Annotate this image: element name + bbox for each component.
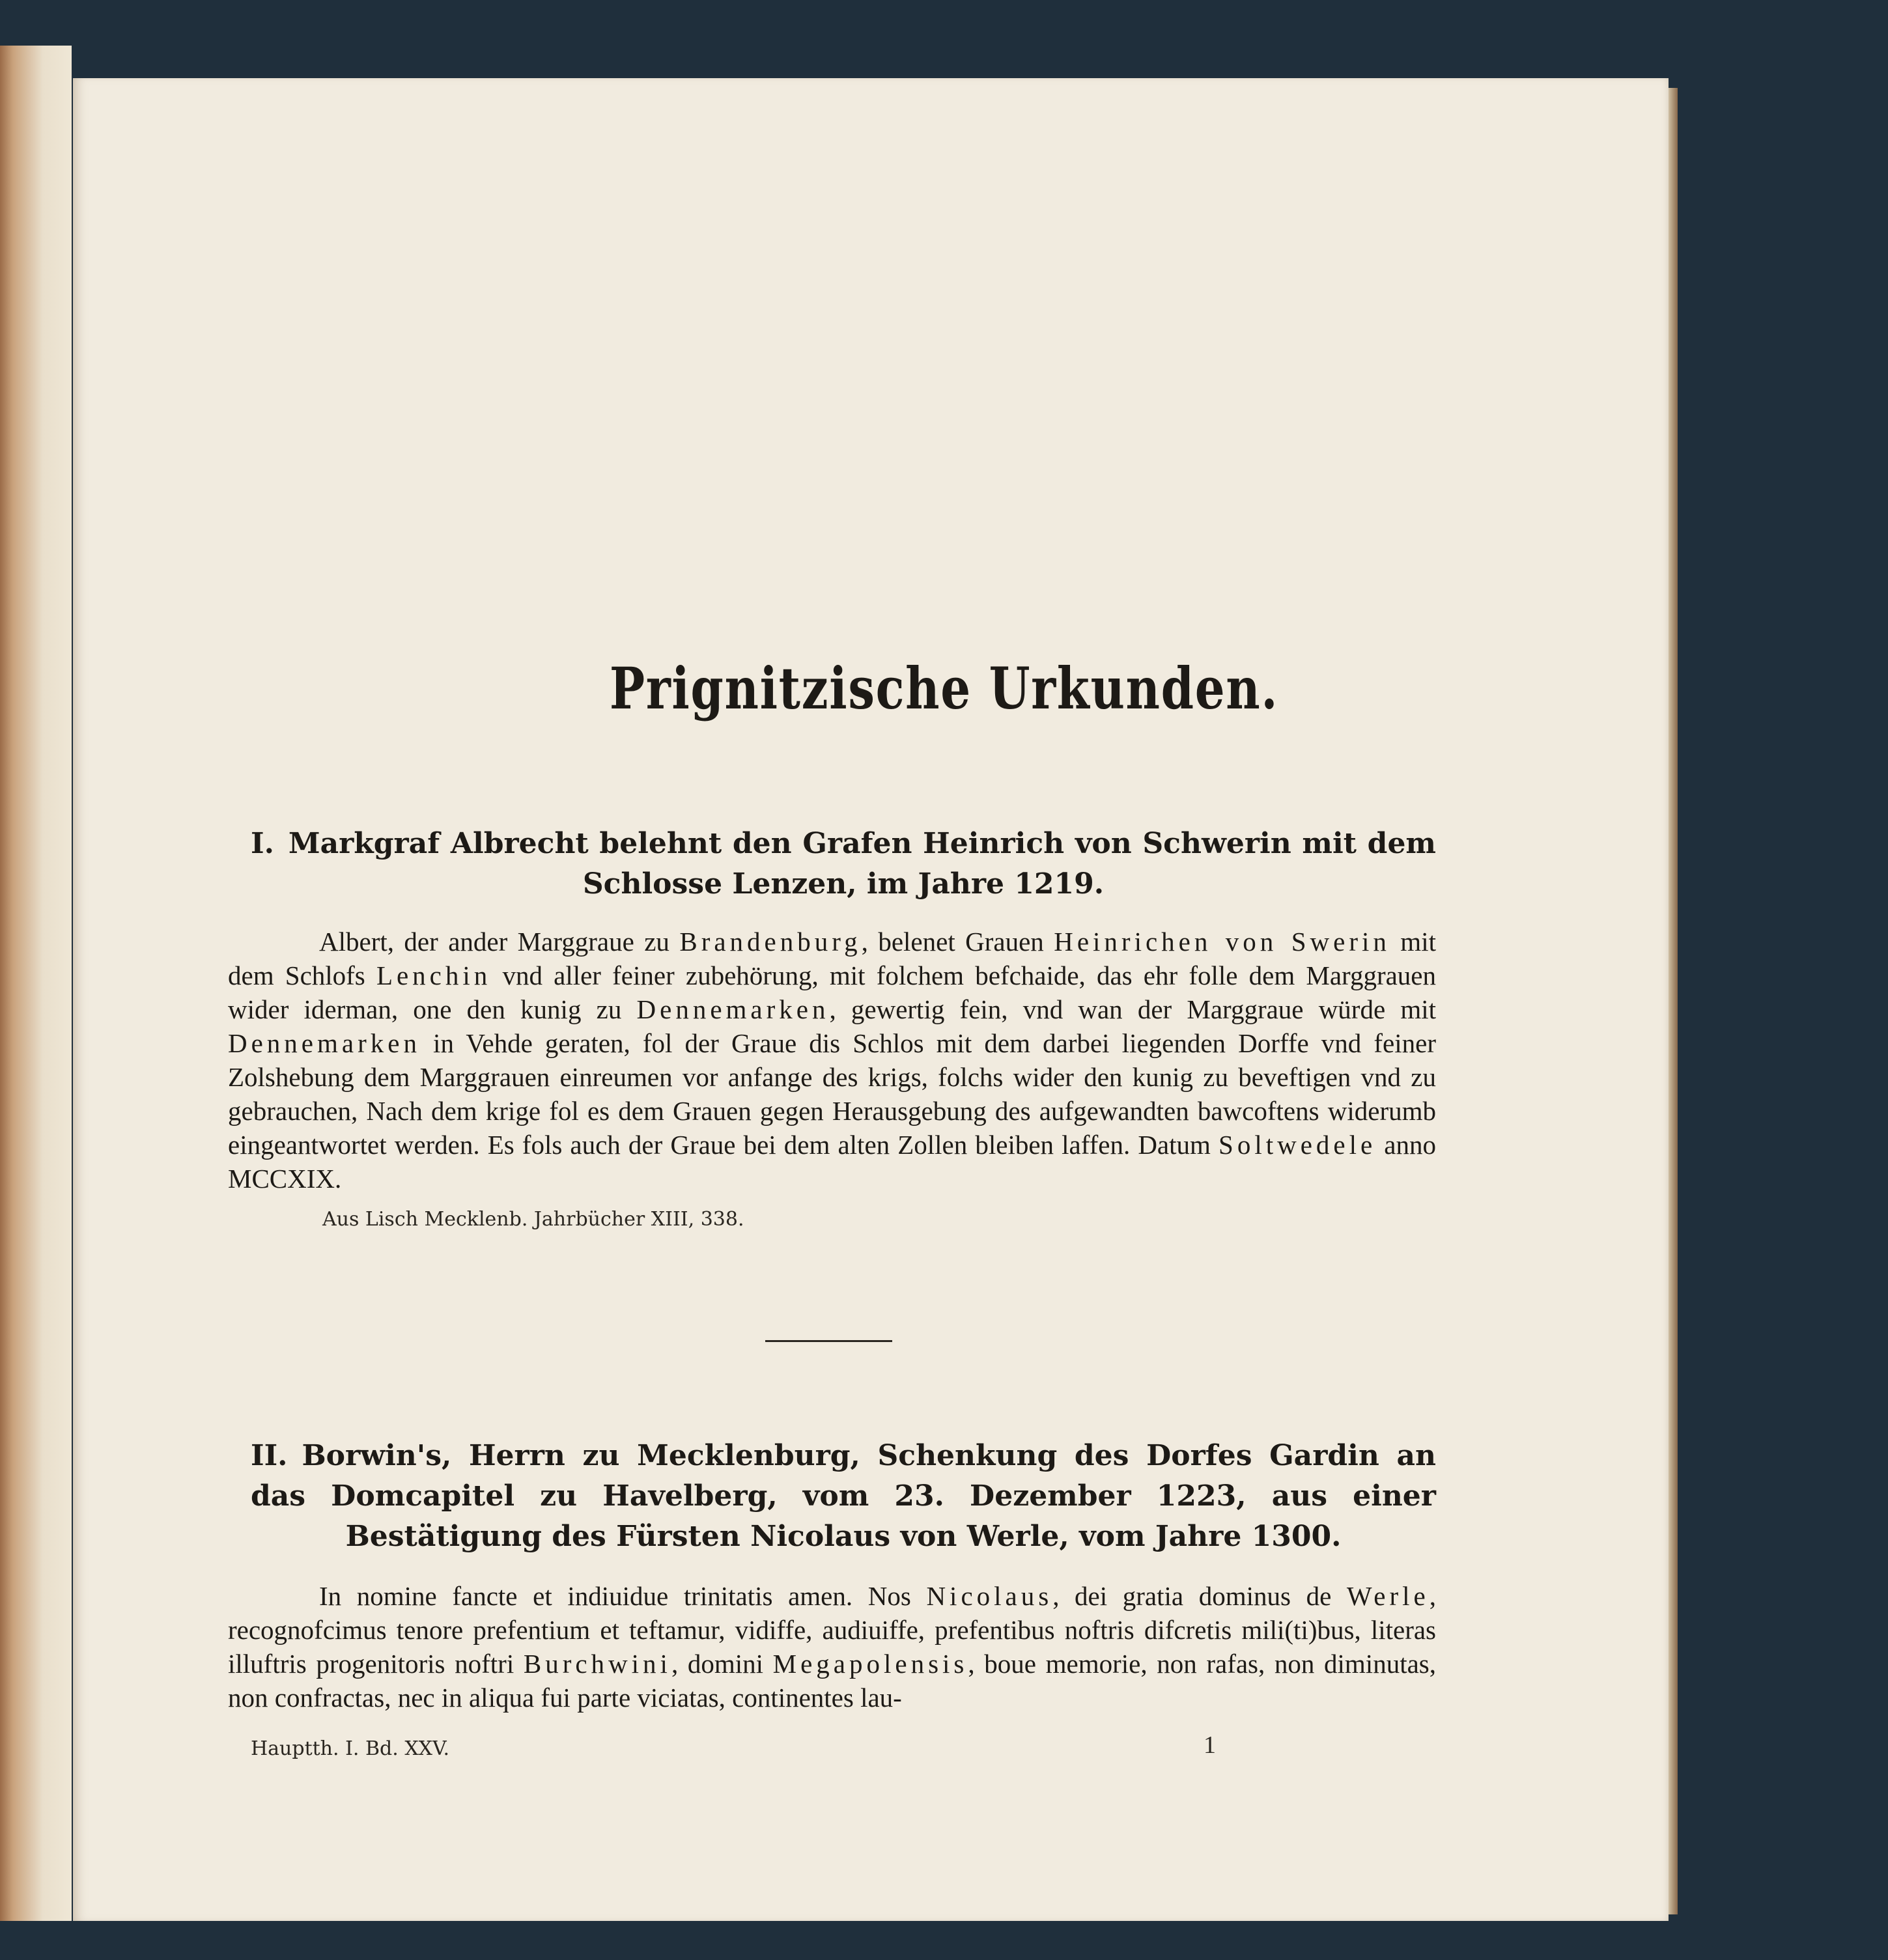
text-run: mit dem Schlofs: [228, 927, 1436, 990]
text-run: , gewertig fein, vnd wan der Marggraue würde mit: [829, 994, 1437, 1024]
text-run-spaced: Brandenburg: [679, 927, 862, 957]
text-run: , belenet Grauen: [861, 927, 1054, 957]
page-number: 1: [1204, 1731, 1216, 1759]
text-run-spaced: Dennemarken: [228, 1028, 421, 1058]
page-title: Prignitzische Urkunden.: [609, 654, 1279, 722]
text-run: , domini: [671, 1649, 773, 1679]
text-run: , dei gratia dominus de: [1052, 1581, 1347, 1611]
section-1-heading: [251, 824, 1436, 904]
text-run: in Vehde geraten, fol der Graue dis Schlos mit dem darbei liegenden Dorffe vnd feiner Zolshebung dem Marggrauen einreumen vor anfange des krigs, folchs wider den kunig zu beveftigen vnd zu gebrauchen, Nach dem krige fol es dem Grauen gegen Herausgebung des aufgewandten bawcoftens widerumb eingeantwortet werden. Es fols auch der Graue bei dem alten Zollen bleiben laffen. Datum: [228, 1028, 1436, 1160]
text-run-spaced: Werle: [1346, 1581, 1430, 1611]
text-run: Albert, der ander Marggraue zu: [319, 927, 680, 957]
section-2-heading-text: Borwin's, Herrn zu Mecklenburg, Schenkung des Dorfes Gardin an das Domcapitel zu Havelberg, vom 23. Dezember 1223, aus einer Bestätigung des Fürsten Nicolaus von Werle, vom Jahre 1300.: [251, 1439, 1436, 1553]
section-2-number: II.: [251, 1439, 288, 1472]
text-run-spaced: Nicolaus: [926, 1581, 1053, 1611]
source-citation: Aus Lisch Mecklenb. Jahrbücher XIII, 338.: [322, 1208, 744, 1231]
text-run-spaced: Heinrichen von Swerin: [1054, 927, 1390, 957]
text-run-spaced: Burchwini: [523, 1649, 671, 1679]
section-1-heading-text: Markgraf Albrecht belehnt den Grafen Heinrich von Schwerin mit dem Schlosse Lenzen, im Jahre 1219.: [288, 827, 1436, 901]
section-divider: [765, 1340, 892, 1342]
text-run-spaced: Megapolensis: [772, 1649, 968, 1679]
text-run: vnd aller feiner zubehörung, mit folchem befchaide, das ehr folle dem Marggrauen wider iderman, one den kunig zu: [228, 960, 1436, 1024]
text-run: , boue memorie, non rafas, non diminutas, non confractas, nec in aliqua fui parte viciatas, continentes lau-: [228, 1649, 1436, 1713]
book-spine-edge: [0, 46, 72, 1921]
section-1-body: [228, 925, 1436, 1196]
section-2-heading: [251, 1436, 1436, 1557]
printer-signature: Hauptth. I. Bd. XXV.: [251, 1737, 449, 1760]
section-1-number: I.: [251, 827, 274, 860]
section-2-body: [228, 1579, 1436, 1715]
text-run: In nomine fancte et indiuidue trinitatis amen. Nos: [319, 1581, 927, 1611]
text-run-spaced: Soltwedele: [1219, 1130, 1377, 1160]
text-run-spaced: Lenchin: [376, 960, 492, 990]
text-run: , recognofcimus tenore prefentium et teftamur, vidiffe, audiuiffe, prefentibus noftris difcretis mili(ti)bus, literas illuftris progenitoris noftri: [228, 1581, 1436, 1679]
page-edge: [1669, 88, 1678, 1914]
text-run-spaced: Dennemarken: [636, 994, 830, 1024]
text-run: anno MCCXIX.: [228, 1130, 1436, 1194]
